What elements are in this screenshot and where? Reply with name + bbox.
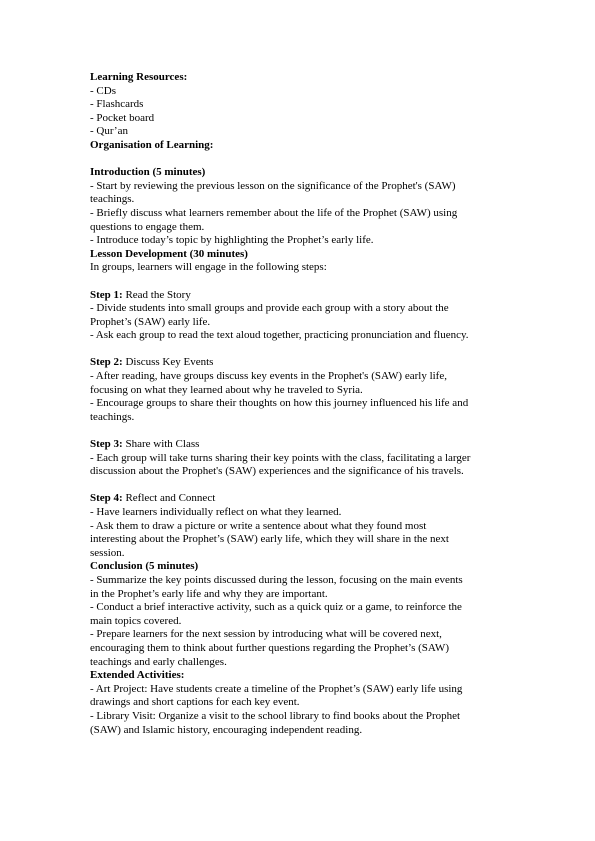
spacer bbox=[90, 479, 515, 493]
step-line: - Encourage groups to share their thoughts on how this journey influenced his life and bbox=[90, 397, 469, 410]
step-heading bbox=[90, 438, 515, 452]
extended-line: - Library Visit: Organize a visit to the school library to find books about the Prophet bbox=[90, 709, 461, 722]
spacer bbox=[90, 424, 515, 438]
step-title: Read the Story bbox=[122, 288, 191, 301]
step-line: - Ask each group to read the text aloud together, practicing pronunciation and fluency. bbox=[90, 329, 469, 342]
document-page bbox=[90, 71, 515, 737]
development-heading: Lesson Development (30 minutes) bbox=[90, 247, 248, 260]
step-line: discussion about the Prophet's (SAW) experiences and the significance of his travels. bbox=[90, 465, 464, 478]
step-line: interesting about the Prophet’s (SAW) early life, which they will share in the next bbox=[90, 533, 449, 546]
conclusion-heading: Conclusion (5 minutes) bbox=[90, 560, 199, 573]
conclusion-line: teachings and early challenges. bbox=[90, 655, 227, 668]
step-line: teachings. bbox=[90, 410, 135, 423]
introduction-heading: Introduction (5 minutes) bbox=[90, 166, 206, 179]
step-heading bbox=[90, 492, 515, 506]
resource-item: - Flashcards bbox=[90, 98, 144, 111]
step-line: session. bbox=[90, 546, 125, 559]
step-line: - Ask them to draw a picture or write a sentence about what they found most bbox=[90, 519, 427, 532]
step-label: Step 4: bbox=[90, 492, 123, 505]
step-label: Step 1: bbox=[90, 288, 123, 301]
conclusion-line: encouraging them to think about further questions regarding the Prophet’s (SAW) bbox=[90, 641, 449, 654]
step-line: - Divide students into small groups and provide each group with a story about the bbox=[90, 302, 449, 315]
introduction-line: questions to engage them. bbox=[90, 220, 205, 233]
conclusion-line: - Summarize the key points discussed during the lesson, focusing on the main events bbox=[90, 573, 463, 586]
organisation-heading: Organisation of Learning: bbox=[90, 138, 214, 151]
conclusion-line: main topics covered. bbox=[90, 614, 182, 627]
step-heading bbox=[90, 356, 515, 370]
step-title: Reflect and Connect bbox=[122, 492, 216, 505]
extended-line: - Art Project: Have students create a timeline of the Prophet’s (SAW) early life using bbox=[90, 682, 463, 695]
extended-heading: Extended Activities: bbox=[90, 669, 185, 682]
spacer bbox=[90, 343, 515, 357]
step-title: Discuss Key Events bbox=[122, 356, 214, 369]
spacer bbox=[90, 275, 515, 289]
conclusion-line: - Conduct a brief interactive activity, such as a quick quiz or a game, to reinforce the bbox=[90, 601, 462, 614]
introduction-line: teachings. bbox=[90, 193, 135, 206]
introduction-line: - Introduce today’s topic by highlighting the Prophet’s early life. bbox=[90, 234, 374, 247]
step-line: Prophet’s (SAW) early life. bbox=[90, 315, 211, 328]
resource-item: - Qur’an bbox=[90, 125, 128, 138]
step-title: Share with Class bbox=[122, 438, 200, 451]
conclusion-line: in the Prophet’s early life and why they are important. bbox=[90, 587, 328, 600]
step-line: - Each group will take turns sharing their key points with the class, facilitating a larger bbox=[90, 451, 471, 464]
step-heading bbox=[90, 289, 515, 303]
conclusion-line: - Prepare learners for the next session by introducing what will be covered next, bbox=[90, 628, 442, 641]
step-label: Step 2: bbox=[90, 356, 123, 369]
introduction-line: - Start by reviewing the previous lesson on the significance of the Prophet's (SAW) bbox=[90, 179, 456, 192]
resource-item: - CDs bbox=[90, 84, 116, 97]
spacer bbox=[90, 153, 515, 167]
introduction-line: - Briefly discuss what learners remember about the life of the Prophet (SAW) using bbox=[90, 206, 458, 219]
development-intro: In groups, learners will engage in the following steps: bbox=[90, 261, 327, 274]
resources-heading: Learning Resources: bbox=[90, 71, 188, 83]
resource-item: - Pocket board bbox=[90, 111, 155, 124]
step-label: Step 3: bbox=[90, 438, 123, 451]
step-line: - After reading, have groups discuss key events in the Prophet's (SAW) early life, bbox=[90, 370, 447, 383]
step-line: focusing on what they learned about why he traveled to Syria. bbox=[90, 383, 363, 396]
extended-line: drawings and short captions for each key event. bbox=[90, 696, 300, 709]
extended-line: (SAW) and Islamic history, encouraging independent reading. bbox=[90, 723, 363, 736]
step-line: - Have learners individually reflect on what they learned. bbox=[90, 506, 342, 518]
